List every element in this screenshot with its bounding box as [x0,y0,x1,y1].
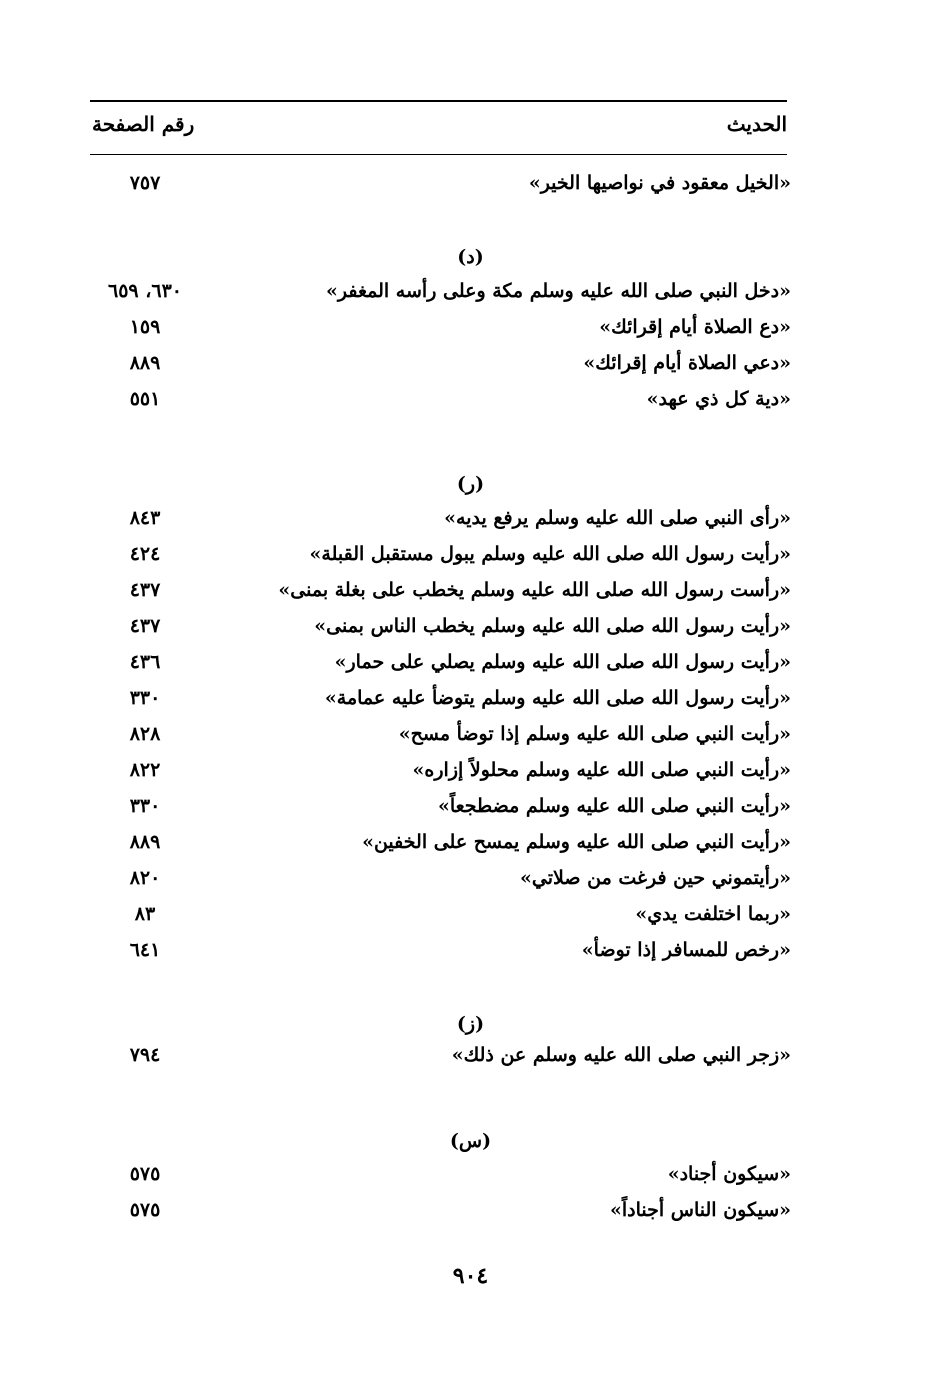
page-number: ٩٠٤ [452,1263,489,1289]
hadith-text: «دخل النبي صلى الله عليه وسلم مكة وعلى رأسه المغفر» [326,280,791,302]
hadith-text: «ربما اختلفت يدي» [635,903,791,925]
index-entry [0,759,941,795]
page-ref: ٣٣٠ [129,687,161,709]
page-ref: ٥٧٥ [129,1199,161,1221]
page-ref: ٧٥٧ [129,172,161,194]
index-entry [0,687,941,723]
index-entry [0,507,941,543]
page-ref: ٥٥١ [129,388,161,410]
index-entry [0,543,941,579]
section-zay [0,1044,941,1080]
page-ref: ٤٣٧ [129,579,161,601]
hadith-text: «سيكون الناس أجناداً» [610,1199,791,1221]
index-entry [0,723,941,759]
index-entry [0,172,941,208]
page-ref: ٤٣٦ [129,651,161,673]
hadith-text: «رأيتموني حين فرغت من صلاتي» [520,867,791,889]
index-entry [0,1163,941,1199]
hadith-text: «سيكون أجناد» [667,1163,791,1185]
hadith-text: «رأيت رسول الله صلى الله عليه وسلم يخطب الناس بمنى» [314,615,791,637]
page-ref: ٨٨٩ [129,831,161,853]
page-column-header: رقم الصفحة [92,112,195,136]
page-ref: ٨٢٨ [129,723,161,745]
index-entry [0,1044,941,1080]
index-entry [0,388,941,424]
index-entry [0,651,941,687]
section-letter-sin: (س) [449,1130,492,1152]
index-entry [0,280,941,316]
index-entry [0,831,941,867]
page-ref: ٦٣٠، ٦٥٩ [108,280,182,302]
hadith-text: «رأيت رسول الله صلى الله عليه وسلم يتوضأ عليه عمامة» [324,687,791,709]
hadith-text: «رخص للمسافر إذا توضأ» [581,939,791,961]
hadith-text: «دية كل ذي عهد» [646,388,791,410]
page-ref: ٦٤١ [129,939,161,961]
hadith-text: «رأيت النبي صلى الله عليه وسلم إذا توضأ مسح» [398,723,791,745]
index-entry [0,316,941,352]
section-sin [0,1163,941,1235]
hadith-text: «رأى النبي صلى الله عليه وسلم يرفع يديه» [444,507,791,529]
page-ref: ٨٣ [134,903,156,925]
page-ref: ٥٧٥ [129,1163,161,1185]
index-entry [0,867,941,903]
hadith-text: «رأيت النبي صلى الله عليه وسلم يمسح على الخفين» [362,831,791,853]
section-letter-zay: (ز) [456,1013,485,1035]
page-ref: ٨٤٣ [129,507,161,529]
index-entry [0,615,941,651]
page-ref: ١٥٩ [129,316,161,338]
hadith-text: «زجر النبي صلى الله عليه وسلم عن ذلك» [451,1044,791,1066]
index-entry [0,579,941,615]
hadith-text: «رأست رسول الله صلى الله عليه وسلم يخطب على بغلة بمنى» [278,579,791,601]
hadith-text: «دعي الصلاة أيام إقرائك» [583,352,791,374]
section-letter-ra: (ر) [456,473,485,495]
section-letter-dal: (د) [457,246,484,268]
section-dal [0,280,941,424]
top-rule [90,100,787,102]
header-rule [90,154,787,155]
page-ref: ٤٢٤ [129,543,161,565]
index-entry [0,1199,941,1235]
hadith-column-header: الحديث [726,112,787,136]
page-ref: ٤٣٧ [129,615,161,637]
section-kha [0,172,941,208]
hadith-text: «رأيت النبي صلى الله عليه وسلم محلولاً إزاره» [412,759,791,781]
page-ref: ٨٢٢ [129,759,161,781]
hadith-text: «رأيت رسول الله صلى الله عليه وسلم يبول مستقبل القبلة» [309,543,791,565]
index-entry [0,939,941,975]
index-entry [0,352,941,388]
section-ra [0,507,941,975]
hadith-text: «رأيت النبي صلى الله عليه وسلم مضطجعاً» [437,795,791,817]
page-ref: ٨٢٠ [129,867,161,889]
hadith-text: «دع الصلاة أيام إقرائك» [599,316,791,338]
page-ref: ٧٩٤ [129,1044,161,1066]
index-entry [0,795,941,831]
index-entry [0,903,941,939]
page-ref: ٣٣٠ [129,795,161,817]
page-ref: ٨٨٩ [129,352,161,374]
hadith-text: «رأيت رسول الله صلى الله عليه وسلم يصلي على حمار» [334,651,791,673]
hadith-text: «الخيل معقود في نواصيها الخير» [528,172,791,194]
